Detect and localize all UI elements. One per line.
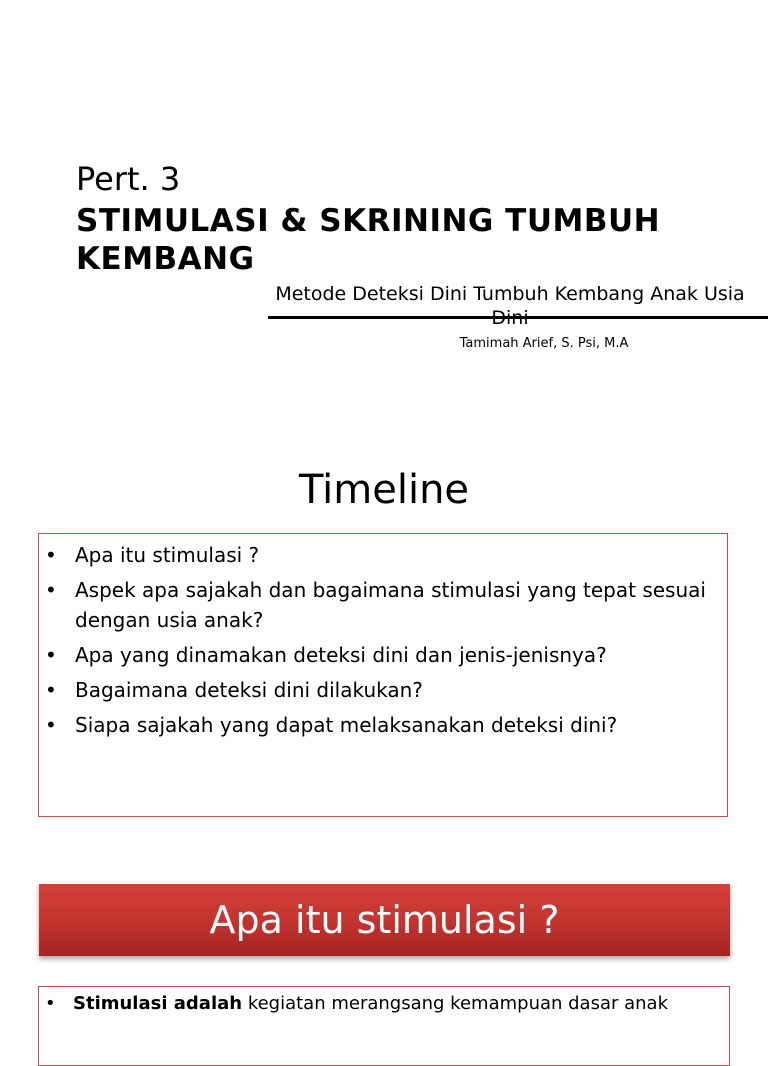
bullet-icon: • bbox=[45, 543, 57, 567]
timeline-item-text: Bagaimana deteksi dini dilakukan? bbox=[75, 678, 423, 702]
bullet-icon: • bbox=[45, 678, 57, 702]
timeline-item bbox=[39, 710, 727, 740]
bullet-icon: • bbox=[45, 993, 56, 1014]
slide1-title: STIMULASI & SKRINING TUMBUH KEMBANG bbox=[76, 203, 661, 277]
timeline-list bbox=[39, 540, 727, 745]
timeline-box bbox=[38, 533, 728, 817]
timeline-item bbox=[39, 640, 727, 670]
timeline-item bbox=[39, 575, 727, 635]
bullet-icon: • bbox=[45, 713, 57, 737]
definition-body: kegiatan merangsang kemampuan dasar anak bbox=[242, 993, 669, 1014]
slide2-title: Timeline bbox=[298, 467, 470, 513]
definition-box bbox=[38, 986, 730, 1066]
timeline-item-text: Apa itu stimulasi ? bbox=[75, 543, 260, 567]
slide1-divider bbox=[268, 316, 768, 319]
timeline-item bbox=[39, 675, 727, 705]
slide1-subtitle: Metode Deteksi Dini Tumbuh Kembang Anak Usia bbox=[275, 283, 745, 305]
slide1-pretitle: Pert. 3 bbox=[76, 160, 181, 198]
slide3-title: Apa itu stimulasi ? bbox=[209, 898, 560, 942]
bullet-icon: • bbox=[45, 578, 57, 602]
timeline-item-text: Siapa sajakah yang dapat melaksanakan deteksi dini? bbox=[75, 713, 618, 737]
slide1-author: Tamimah Arief, S. Psi, M.A bbox=[459, 336, 629, 351]
timeline-item bbox=[39, 540, 727, 570]
definition-term: Stimulasi adalah bbox=[73, 993, 243, 1014]
definition-text bbox=[73, 991, 713, 1017]
timeline-item-text: Apa yang dinamakan deteksi dini dan jenis-jenisnya? bbox=[75, 643, 607, 667]
timeline-item-text: Aspek apa sajakah dan bagaimana stimulasi yang tepat sesuai dengan usia anak? bbox=[75, 578, 706, 632]
slide3-title-band bbox=[39, 884, 730, 956]
bullet-icon: • bbox=[45, 643, 57, 667]
